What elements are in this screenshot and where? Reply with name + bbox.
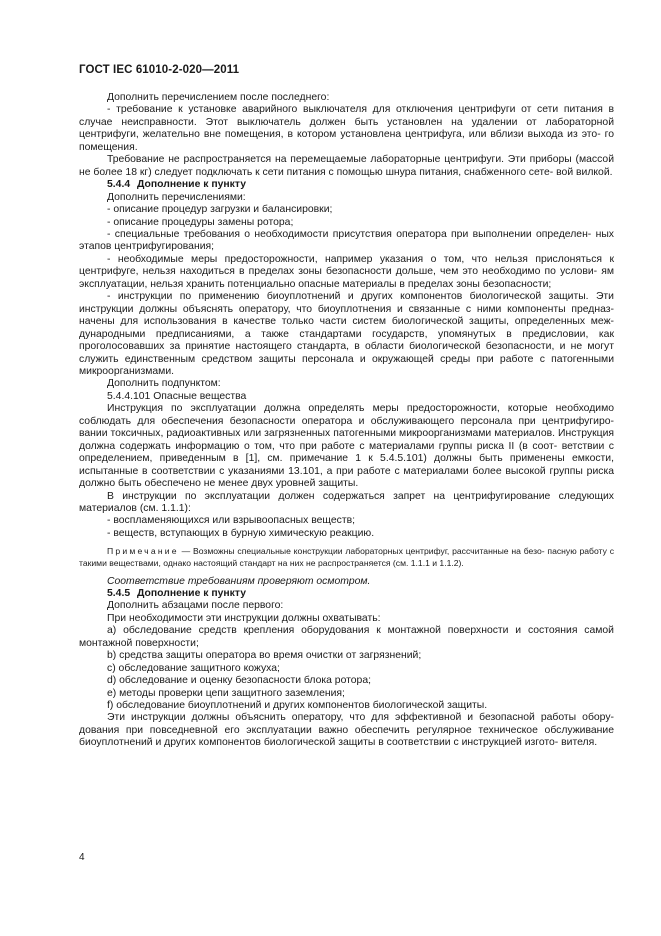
note bbox=[79, 546, 614, 569]
list-item: c) обследование защитного кожуха; bbox=[107, 662, 280, 674]
subsection-title: 5.4.4.101 Опасные вещества bbox=[107, 390, 247, 402]
list-item: - описание процедур загрузки и балансировки; bbox=[107, 204, 333, 216]
paragraph: При необходимости эти инструкции должны охватывать: bbox=[107, 612, 381, 624]
section-number: 5.4.5 bbox=[107, 587, 131, 599]
section-heading bbox=[79, 588, 614, 600]
section-title: Дополнение к пункту bbox=[137, 587, 246, 599]
paragraph: В инструкции по эксплуатации должен содержаться запрет на центрифугирование следующих материалов (см. 1.1.1): bbox=[79, 490, 614, 514]
paragraph: Дополнить абзацами после первого: bbox=[107, 600, 284, 612]
section-heading bbox=[79, 179, 614, 191]
paragraph: Дополнить перечислением после последнего: bbox=[107, 92, 330, 103]
document-header: ГОСТ IEC 61010-2-020—2011 bbox=[79, 64, 240, 76]
list-item: b) средства защиты оператора во время очистки от загрязнений; bbox=[107, 650, 422, 662]
page-number: 4 bbox=[79, 852, 85, 863]
list-item: e) методы проверки цепи защитного заземления; bbox=[107, 687, 345, 699]
paragraph: Дополнить подпунктом: bbox=[107, 378, 221, 390]
list-item: - необходимые меры предосторожности, например указания о том, что нельзя прислоняться к центрифуге, нельзя находиться в пределах зоны безопасности дольше, чем это необходимо по услови- ям эксплуатации, нельзя хранить потенциально опасные материалы в пределах зоны безопасности; bbox=[79, 253, 614, 290]
list-item: a) обследование средств крепления оборудования к монтажной поверхности и состояния самой монтажной поверхности; bbox=[79, 625, 614, 649]
compliance-statement: Соответствие требованиям проверяют осмотром. bbox=[107, 575, 371, 587]
document-body bbox=[79, 92, 614, 750]
paragraph: Эти инструкции должны объяснить оператору, что для эффективной и безопасной работы обору- дования при повседневной его эксплуатации важно обеспечить регулярное техническое обслуживание биоуплотнений и других компонентов биологической защиты в соответствии с инструкцией изгото- вителя. bbox=[79, 712, 614, 749]
list-item: - воспламеняющихся или взрывоопасных веществ; bbox=[107, 515, 355, 527]
section-number: 5.4.4 bbox=[107, 179, 131, 191]
section-title: Дополнение к пункту bbox=[137, 179, 246, 191]
paragraph: Требование не распространяется на перемещаемые лабораторные центрифуги. Эти приборы (массой не более 18 кг) следует подключать к сети питания с помощью шнура питания, снабженного сете- вой вилкой. bbox=[79, 154, 614, 178]
list-item: - специальные требования о необходимости присутствия оператора при выполнении определен- ных этапов центрифугирования; bbox=[79, 228, 614, 253]
paragraph: Инструкция по эксплуатации должна определять меры предосторожности, которые необходимо соблюдать для обеспечения безопасности оператора и обслуживающего персонала при центрифугиро- вании токсичных, радиоактивных или загрязненных патогенными микроорганизмами материалов. Инструкция должна содержать информацию о том, что при работе с материалами группы риска II (в соот- ветствии с определением, приведенным в [1], см. примечание 1 к 5.4.5.101) должны быть применены емкости, испытанные в соответствии с указаниями 13.101, а при работе с материалами более высокой группы риска должно быть обеспечено не менее двух уровней защиты. bbox=[79, 403, 614, 490]
paragraph: Дополнить перечислениями: bbox=[107, 191, 246, 203]
list-item: - требование к установке аварийного выключателя для отключения центрифуги от сети питания в случае неисправности. Этот выключатель должен быть установлен на удалении от лабораторной центрифуги, желательно вне помещения, в котором установлена центрифуга, или вблизи выхода из это- го помещения. bbox=[79, 104, 614, 153]
list-item: f) обследование биоуплотнений и других компонентов биологической защиты. bbox=[107, 700, 488, 712]
list-item: - инструкции по применению биоуплотнений и других компонентов биологической защиты. Эти инструкции должны объяснять оператору, что биоуплотнения и связанные с ними компоненты предназ- начены для использования в качестве только части систем биологической защиты, определенных меж- дународными предписаниями, а также стандартами государств, упомянутых в предисловии, как проголосовавших за принятие настоящего стандарта, в области биологической безопасности, и не могут служить единственным средством защиты персонала и окружающей среды при работе с патогенными микроорганизмами. bbox=[79, 291, 614, 377]
list-item: - описание процедуры замены ротора; bbox=[107, 216, 294, 228]
list-item: - веществ, вступающих в бурную химическую реакцию. bbox=[107, 527, 375, 539]
note-label: Примечание bbox=[107, 546, 179, 557]
list-item: d) обследование и оценку безопасности блока ротора; bbox=[107, 675, 371, 687]
note-text: — Возможны специальные конструкции лабораторных центрифуг, рассчитанные на безо- пасную работу с такими веществами, однако настоящий стандарт на них не распространяется (см. 1.1.1 и 1.1.2). bbox=[79, 546, 614, 568]
